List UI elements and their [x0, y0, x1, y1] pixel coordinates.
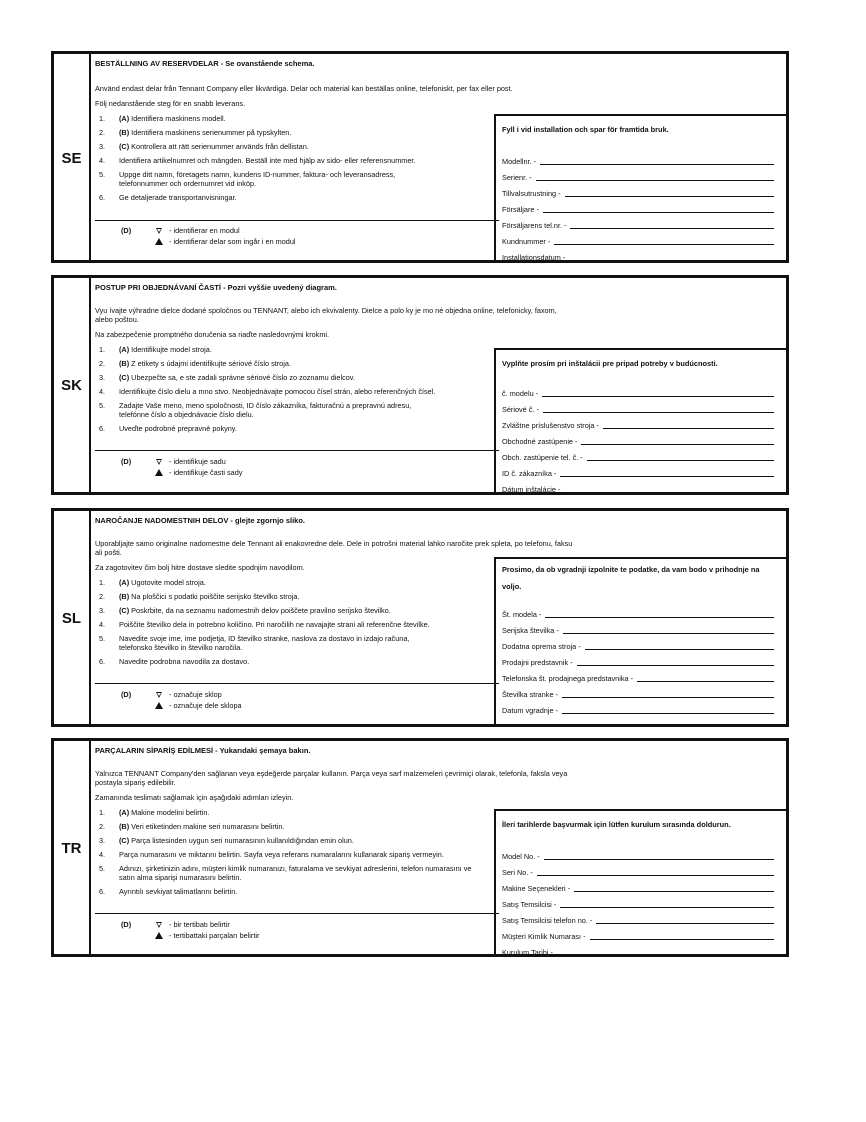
divider: [95, 913, 499, 914]
step-item: 1. (A) Ugotovite model stroja.: [99, 578, 206, 587]
steps-list: [99, 114, 499, 207]
field-model-no[interactable]: č. modelu -: [502, 386, 774, 398]
step-item: 4. Parça numarasını ve miktarını belirtin. Sayfa veya referans numaralarını kullanarak sipariş vermeyin.: [99, 850, 444, 859]
intro-text: Uporabljajte samo originalne nadomestne dele Tennant ali enakovredne dele. Dele in potrošni material lahko naročite prek spleta, po telefonu, faksu ali pošti.: [95, 539, 573, 557]
field-serial-no[interactable]: Sériové č. -: [502, 402, 774, 414]
installation-form: [494, 348, 786, 492]
divider: [95, 220, 499, 221]
step-item: 2. (B) Veri etiketinden makine seri numarasını belirtin.: [99, 822, 285, 831]
field-machine-options[interactable]: Dodatna oprema stroja -: [502, 639, 774, 651]
field-serial-no[interactable]: Serienr. -: [502, 170, 774, 182]
language-code-column: [54, 54, 91, 260]
open-triangle-icon: [154, 226, 164, 235]
step-item: 4. Identifiera artikelnumret och mängden. Beställ inte med hjälp av sido- eller referensnummer.: [99, 156, 416, 165]
step-item: 4. Poiščite številko dela in potrebno količino. Pri naročilih ne navajajte strani ali referenčne številke.: [99, 620, 430, 629]
step-item: 3. (C) Kontrollera att rätt serienummer används från dellistan.: [99, 142, 309, 151]
section-title: PARÇALARIN SİPARİŞ EDİLMESİ - Yukarıdaki şemaya bakın.: [95, 746, 311, 755]
field-customer-no[interactable]: Številka stranke -: [502, 687, 774, 699]
field-install-date[interactable]: Installationsdatum -: [502, 250, 774, 262]
language-code-column: [54, 511, 91, 724]
language-code: TR: [61, 840, 82, 857]
field-machine-options[interactable]: Zvláštne príslušenstvo stroja -: [502, 418, 774, 430]
field-model-no[interactable]: Model No. -: [502, 849, 774, 861]
intro-text-2: Za zagotovitev čim bolj hitre dostave sledite spodnjim navodilom.: [95, 563, 305, 572]
field-sales-rep-phone[interactable]: Satış Temsilcisi telefon no. -: [502, 913, 774, 925]
language-code: SL: [61, 610, 82, 627]
language-code-column: [54, 741, 91, 954]
section-content: POSTUP PRI OBJEDNÁVANÍ ČASTÍ - Pozri vyššie uvedený diagram. Vyu ívajte výhradne dielce dodané spoločnos ou TENNANT, alebo ich ekvivalenty. Dielce a polo ky je mo né objedna online, telefonicky, faxom, alebo poštou. Na zabezpečenie promptného doručenia sa riaďte nasledovnými krokmi. 1. (A) Identifikujte model stroja. 2. (B) Z etikety s údajmi identifikujte sériové číslo stroja. 3. (C) Ubezpečte sa, e ste zadali správne sériové číslo zo zoznamu dielcov. 4. Identifikujte číslo dielu a mno stvo. Neobjednávajte pomocou čísel strán, alebo referenčných čísel. 5. Zadajte Vaše meno, meno spoločnosti, ID číslo zákazníka, fakturačnú a prepravnú adresu, telefónne číslo a objednávacie číslo dielu. 6. Uveďte podrobné prepravné pokyny. (D) - identifikuje sadu - identifikuje časti sady Vyplňte prosím pri inštalácii pre prípad potreby v budúcnosti. č. modelu - Sériové č. - Zvláštne príslušenstvo stroja - Obchodné zastúpenie - Obch. zastúpenie tel. č. - ID č. zákazníka - Dátum inštalácie -: [91, 278, 786, 492]
field-sales-rep-phone[interactable]: Telefonska št. prodajnega predstavnika -: [502, 671, 774, 683]
section-tr: [51, 738, 789, 957]
solid-triangle-icon: [154, 237, 164, 246]
step-item: 6. Navedite podrobna navodila za dostavo.: [99, 657, 250, 666]
language-code: SK: [61, 377, 82, 394]
steps-list: [99, 808, 499, 901]
intro-text-2: Zamanında teslimatı sağlamak için aşağıdaki adımları izleyin.: [95, 793, 294, 802]
solid-triangle-icon: [154, 468, 164, 477]
open-triangle-icon: [154, 920, 164, 929]
steps-list: [99, 578, 499, 671]
field-install-date[interactable]: Kurulum Tarihi -: [502, 945, 774, 957]
step-item: 5. Adınızı, şirketinizin adını, müşteri kimlik numaranızı, faturalama ve sevkiyat adreslerini, telefon numarasını ve satın alma siparişi numarasını belirtin.: [99, 864, 472, 882]
open-triangle-icon: [154, 457, 164, 466]
installation-form: [494, 114, 786, 260]
step-item: 3. (C) Poskrbite, da na seznamu nadomestnih delov poiščete pravilno serijsko številko.: [99, 606, 391, 615]
field-machine-options[interactable]: Tillvalsutrustning -: [502, 186, 774, 198]
form-title: Fyll i vid installation och spar för framtida bruk.: [502, 125, 669, 134]
section-se: [51, 51, 789, 263]
field-customer-no[interactable]: Müşteri Kimlik Numarası -: [502, 929, 774, 941]
form-title: İleri tarihlerde başvurmak için lütfen kurulum sırasında doldurun.: [502, 820, 731, 829]
section-sl: [51, 508, 789, 727]
solid-triangle-icon: [154, 701, 164, 710]
field-customer-no[interactable]: ID č. zákazníka -: [502, 466, 774, 478]
intro-text-2: Följ nedanstående steg för en snabb leverans.: [95, 99, 246, 108]
solid-triangle-icon: [154, 931, 164, 940]
field-sales-rep[interactable]: Försäljare -: [502, 202, 774, 214]
section-content: NAROČANJE NADOMESTNIH DELOV - glejte zgornjo sliko. Uporabljajte samo originalne nadomestne dele Tennant ali enakovredne dele. Dele in potrošni material lahko naročite prek spleta, po telefonu, faksu ali pošti. Za zagotovitev čim bolj hitre dostave sledite spodnjim navodilom. 1. (A) Ugotovite model stroja. 2. (B) Na ploščici s podatki poiščite serijsko številko stroja. 3. (C) Poskrbite, da na seznamu nadomestnih delov poiščete pravilno serijsko številko. 4. Poiščite številko dela in potrebno količino. Pri naročilih ne navajajte strani ali referenčne številke. 5. Navedite svoje ime, ime podjetja, ID številko stranke, naslova za dostavo in izdajo računa, telefonsko številko in številko naročila. 6. Navedite podrobna navodila za dostavo. (D) - označuje sklop - označuje dele sklopa Prosimo, da ob vgradnji izpolnite te podatke, da vam bodo v prihodnje na voljo. Št. modela - Serijska številka - Dodatna oprema stroja - Prodajni predstavnik - Telefonska št. prodajnega predstavnika - Številka stranke - Datum vgradnje -: [91, 511, 786, 724]
section-title: BESTÄLLNING AV RESERVDELAR - Se ovanstående schema.: [95, 59, 315, 68]
step-item: 6. Ayrıntılı sevkiyat talimatlarını belirtin.: [99, 887, 238, 896]
section-content: BESTÄLLNING AV RESERVDELAR - Se ovanstående schema. Använd endast delar från Tennant Company eller likvärdiga. Delar och material kan beställas online, telefoniskt, per fax eller post. Följ nedanstående steg för en snabb leverans. 1. (A) Identifiera maskinens modell. 2. (B) Identifiera maskinens serienummer på typskylten. 3. (C) Kontrollera att rätt serienummer används från dellistan. 4. Identifiera artikelnumret och mängden. Beställ inte med hjälp av sido- eller referensnummer. 5. Uppge ditt namn, företagets namn, kundens ID-nummer, faktura- och leveransadress, telefonnummer och ordernumret vid inköp. 6. Ge detaljerade transportanvisningar. (D) - identifierar en modul - identifierar delar som ingår i en modul Fyll i vid installation och spar för framtida bruk. Modellnr. - Serienr. - Tillvalsutrustning - Försäljare - Försäljarens tel.nr. - Kundnummer - Installationsdatum -: [91, 54, 786, 260]
step-item: 6. Uveďte podrobné prepravné pokyny.: [99, 424, 237, 433]
field-sales-rep-phone[interactable]: Obch. zastúpenie tel. č. -: [502, 450, 774, 462]
step-item: 5. Zadajte Vaše meno, meno spoločnosti, ID číslo zákazníka, fakturačnú a prepravnú adresu, telefónne číslo a objednávacie číslo dielu.: [99, 401, 412, 419]
section-title: POSTUP PRI OBJEDNÁVANÍ ČASTÍ - Pozri vyššie uvedený diagram.: [95, 283, 337, 292]
step-item: 3. (C) Ubezpečte sa, e ste zadali správne sériové číslo zo zoznamu dielcov.: [99, 373, 355, 382]
step-item: 2. (B) Z etikety s údajmi identifikujte sériové číslo stroja.: [99, 359, 291, 368]
divider: [95, 450, 499, 451]
intro-text: Yalnızca TENNANT Company'den sağlanan veya eşdeğerde parçalar kullanın. Parça veya sarf malzemeleri çevrimiçi olarak, telefonla, faksla veya postayla sipariş edilebilir.: [95, 769, 568, 787]
section-content: PARÇALARIN SİPARİŞ EDİLMESİ - Yukarıdaki şemaya bakın. Yalnızca TENNANT Company'den sağlanan veya eşdeğerde parçalar kullanın. Parça veya sarf malzemeleri çevrimiçi olarak, telefonla, faksla veya postayla sipariş edilebilir. Zamanında teslimatı sağlamak için aşağıdaki adımları izleyin. 1. (A) Makine modelini belirtin. 2. (B) Veri etiketinden makine seri numarasını belirtin. 3. (C) Parça listesinden uygun seri numarasının kullanıldığından emin olun. 4. Parça numarasını ve miktarını belirtin. Sayfa veya referans numaralarını kullanarak sipariş vermeyin. 5. Adınızı, şirketinizin adını, müşteri kimlik numaranızı, faturalama ve sevkiyat adreslerini, telefon numarasını ve satın alma siparişi numarasını belirtin. 6. Ayrıntılı sevkiyat talimatlarını belirtin. (D) - bir tertibatı belirtir - tertibattaki parçaları belirtir İleri tarihlerde başvurmak için lütfen kurulum sırasında doldurun. Model No. - Seri No. - Makine Seçenekleri - Satış Temsilcisi - Satış Temsilcisi telefon no. - Müşteri Kimlik Numarası - Kurulum Tarihi -: [91, 741, 786, 954]
form-title: Prosimo, da ob vgradnji izpolnite te podatke, da vam bodo v prihodnje na voljo.: [502, 565, 760, 591]
intro-text-2: Na zabezpečenie promptného doručenia sa riaďte nasledovnými krokmi.: [95, 330, 330, 339]
intro-text: Vyu ívajte výhradne dielce dodané spoločnos ou TENNANT, alebo ich ekvivalenty. Dielce a polo ky je mo né objedna online, telefonicky, faxom, alebo poštou.: [95, 306, 557, 324]
step-item: 4. Identifikujte číslo dielu a mno stvo. Neobjednávajte pomocou čísel strán, alebo referenčných čísel.: [99, 387, 436, 396]
field-serial-no[interactable]: Serijska številka -: [502, 623, 774, 635]
section-sk: [51, 275, 789, 495]
section-title: NAROČANJE NADOMESTNIH DELOV - glejte zgornjo sliko.: [95, 516, 306, 525]
step-item: 5. Navedite svoje ime, ime podjetja, ID številko stranke, naslova za dostavo in izdajo računa, telefonsko številko in številko naročila.: [99, 634, 410, 652]
field-install-date[interactable]: Dátum inštalácie -: [502, 485, 561, 494]
field-sales-rep[interactable]: Prodajni predstavnik -: [502, 655, 774, 667]
form-title: Vyplňte prosím pri inštalácii pre prípad potreby v budúcnosti.: [502, 359, 718, 368]
field-customer-no[interactable]: Kundnummer -: [502, 234, 774, 246]
field-sales-rep[interactable]: Satış Temsilcisi -: [502, 897, 774, 909]
language-code: SE: [61, 150, 82, 167]
field-install-date[interactable]: Datum vgradnje -: [502, 703, 774, 715]
step-item: 6. Ge detaljerade transportanvisningar.: [99, 193, 237, 202]
field-sales-rep[interactable]: Obchodné zastúpenie -: [502, 434, 774, 446]
step-item: 1. (A) Identifiera maskinens modell.: [99, 114, 226, 123]
installation-form: [494, 809, 786, 957]
steps-list: [99, 345, 499, 438]
intro-text: Använd endast delar från Tennant Company eller likvärdiga. Delar och material kan beställas online, telefoniskt, per fax eller post.: [95, 84, 513, 93]
field-machine-options[interactable]: Makine Seçenekleri -: [502, 881, 774, 893]
step-item: 3. (C) Parça listesinden uygun seri numarasının kullanıldığından emin olun.: [99, 836, 354, 845]
field-serial-no[interactable]: Seri No. -: [502, 865, 774, 877]
step-item: 2. (B) Identifiera maskinens serienummer på typskylten.: [99, 128, 292, 137]
open-triangle-icon: [154, 690, 164, 699]
step-item: 2. (B) Na ploščici s podatki poiščite serijsko številko stroja.: [99, 592, 300, 601]
step-item: 1. (A) Makine modelini belirtin.: [99, 808, 210, 817]
step-item: 1. (A) Identifikujte model stroja.: [99, 345, 212, 354]
step-item: 5. Uppge ditt namn, företagets namn, kundens ID-nummer, faktura- och leveransadress, telefonnummer och ordernumret vid inköp.: [99, 170, 396, 188]
divider: [95, 683, 499, 684]
language-code-column: [54, 278, 91, 492]
installation-form: [494, 557, 786, 724]
field-model-no[interactable]: Št. modela -: [502, 607, 774, 619]
field-sales-rep-phone[interactable]: Försäljarens tel.nr. -: [502, 218, 774, 230]
field-model-no[interactable]: Modellnr. -: [502, 154, 774, 166]
